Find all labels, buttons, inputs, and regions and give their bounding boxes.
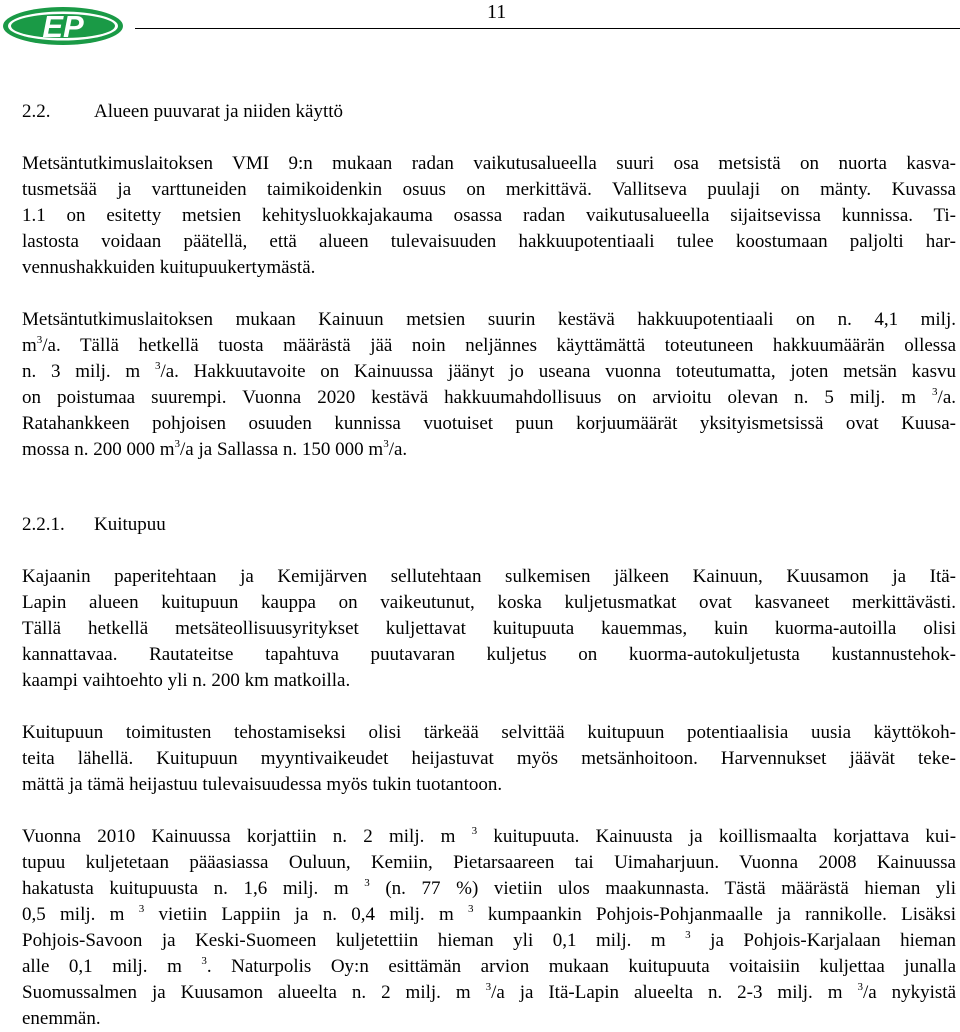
section-heading (22, 99, 343, 125)
text-line: Pohjois-Savoon ja Keski-Suomeen kuljetettiin hieman yli 0,1 milj. m $^3$ ja Pohjois-Karjalaan hieman (22, 929, 956, 951)
superscript: 3 (154, 360, 161, 372)
logo-text: EP (42, 9, 84, 44)
superscript: 3 (468, 903, 474, 915)
subsection-number: 2.2.1. (22, 514, 65, 535)
text-line: mättä ja tämä heijastuu tulevaisuudessa myös tukin tuotantoon. (22, 774, 503, 795)
superscript: 3 (932, 386, 938, 398)
paragraph-4 (22, 720, 956, 798)
text-line: n. 3 milj. m $^3$/a. Hakkuutavoite on Kainuussa jäänyt jo useana vuonna toteutumatta, joten metsän kasvu (22, 360, 956, 382)
superscript: 3 (471, 825, 478, 837)
text-line: Metsäntutkimuslaitoksen mukaan Kainuun metsien suurin kestävä hakkuupotentiaali on n. 4,1 milj. (22, 309, 956, 330)
text-line: Suomussalmen ja Kuusamon alueelta n. 2 milj. m $^3$/a ja Itä-Lapin alueelta n. 2-3 milj. m $^3$/a nykyistä (22, 981, 956, 1003)
text-line: kaampi vaihtoehto yli n. 200 km matkoilla. (22, 670, 351, 691)
superscript: 3 (138, 903, 145, 915)
text-line: kannattavaa. Rautateitse tapahtuva puutavaran kuljetus on kuorma-autokuljetusta kustannustehok- (22, 644, 956, 665)
text-line: 1.1 on esitetty metsien kehitysluokkajakauma osassa radan vaikutusalueella sijaitsevissa kunnissa. Ti- (22, 205, 956, 226)
superscript: 3 (685, 929, 691, 941)
text-line: Tällä hetkellä metsäteollisuusyritykset kuljettavat kuitupuuta kauemmas, kuin kuorma-autoilla olisi (22, 618, 956, 639)
text-line: 0,5 milj. m $^3$ vietiin Lappiin ja n. 0,4 milj. m $^3$ kumpaankin Pohjois-Pohjanmaalle ja rannikolle. Lisäksi (22, 903, 956, 925)
page-number: 11 (487, 1, 507, 23)
subsection-heading (22, 512, 166, 538)
text-line: mossa n. 200 000 $m^3/a$ ja Sallassa n. 150 000 $m^3/a$. (22, 438, 408, 460)
text-line: $m^3/a$. Tällä hetkellä tuosta määrästä jää noin neljännes käyttämättä toteutuneen hakkuumäärän ollessa (22, 334, 956, 356)
header-rule (135, 28, 960, 29)
section-number: 2.2. (22, 101, 51, 122)
text-line: Kajaanin paperitehtaan ja Kemijärven sellutehtaan sulkemisen jälkeen Kainuun, Kuusamon ja Itä- (22, 566, 956, 587)
superscript: 3 (36, 334, 43, 346)
text-line: on poistumaa suurempi. Vuonna 2020 kestävä hakkuumahdollisuus on arvioitu olevan n. 5 milj. m $^3$/a. (22, 386, 956, 408)
superscript: 3 (201, 955, 207, 967)
ep-logo-icon (0, 4, 126, 48)
superscript: 3 (383, 438, 389, 450)
text-line: Ratahankkeen pohjoisen osuuden kunnissa vuotuiset puun korjuumäärät yksityismetsissä ovat Kuusa- (22, 413, 956, 434)
text-line: enemmän. (22, 1008, 101, 1029)
paragraph-1 (22, 151, 956, 281)
text-line: Lapin alueen kuitupuun kauppa on vaikeutunut, koska kuljetusmatkat ovat kasvaneet merkittävästi. (22, 592, 956, 613)
superscript: 3 (857, 981, 863, 993)
superscript: 3 (174, 438, 181, 450)
paragraph-2 (22, 307, 956, 463)
text-line: Metsäntutkimuslaitoksen VMI 9:n mukaan radan vaikutusalueella suuri osa metsistä on nuorta kasva- (22, 153, 956, 174)
section-title: Alueen puuvarat ja niiden käyttö (94, 101, 344, 122)
superscript: 3 (485, 981, 492, 993)
text-line: Kuitupuun toimitusten tehostamiseksi olisi tärkeää selvittää kuitupuun potentiaalisia uusia käyttökoh- (22, 722, 956, 743)
text-line: tupuu kuljetetaan pääasiassa Ouluun, Kemiin, Pietarsaareen tai Uimaharjuun. Vuonna 2008 Kainuussa (22, 852, 956, 873)
superscript: 3 (364, 877, 370, 889)
text-line: Vuonna 2010 Kainuussa korjattiin n. 2 milj. m $^3$ kuitupuuta. Kainuusta ja koillismaalta korjattava kui- (22, 825, 956, 847)
text-line: tusmetsää ja varttuneiden taimikoidenkin osuus on merkittävä. Vallitseva puulaji on mänty. Kuvassa (22, 179, 956, 200)
text-line: vennushakkuiden kuitupuukertymästä. (22, 257, 316, 278)
ep-logo (0, 4, 126, 48)
paragraph-3 (22, 564, 956, 694)
text-line: lastosta voidaan päätellä, että alueen tulevaisuuden hakkuupotentiaali tulee koostumaan paljolti har- (22, 231, 956, 252)
text-line: hakatusta kuitupuusta n. 1,6 milj. m $^3$ (n. 77 %) vietiin ulos maakunnasta. Tästä määrästä hieman yli (22, 877, 956, 899)
paragraph-5 (22, 824, 956, 1032)
text-line: alle 0,1 milj. m $^3$. Naturpolis Oy:n esittämän arvion mukaan kuitupuuta voitaisiin kuljettaa junalla (22, 955, 956, 977)
text-line: teita lähellä. Kuitupuun myyntivaikeudet heijastuvat myös metsänhoitoon. Harvennukset jäävät teke- (22, 748, 956, 769)
subsection-title: Kuitupuu (94, 514, 166, 535)
